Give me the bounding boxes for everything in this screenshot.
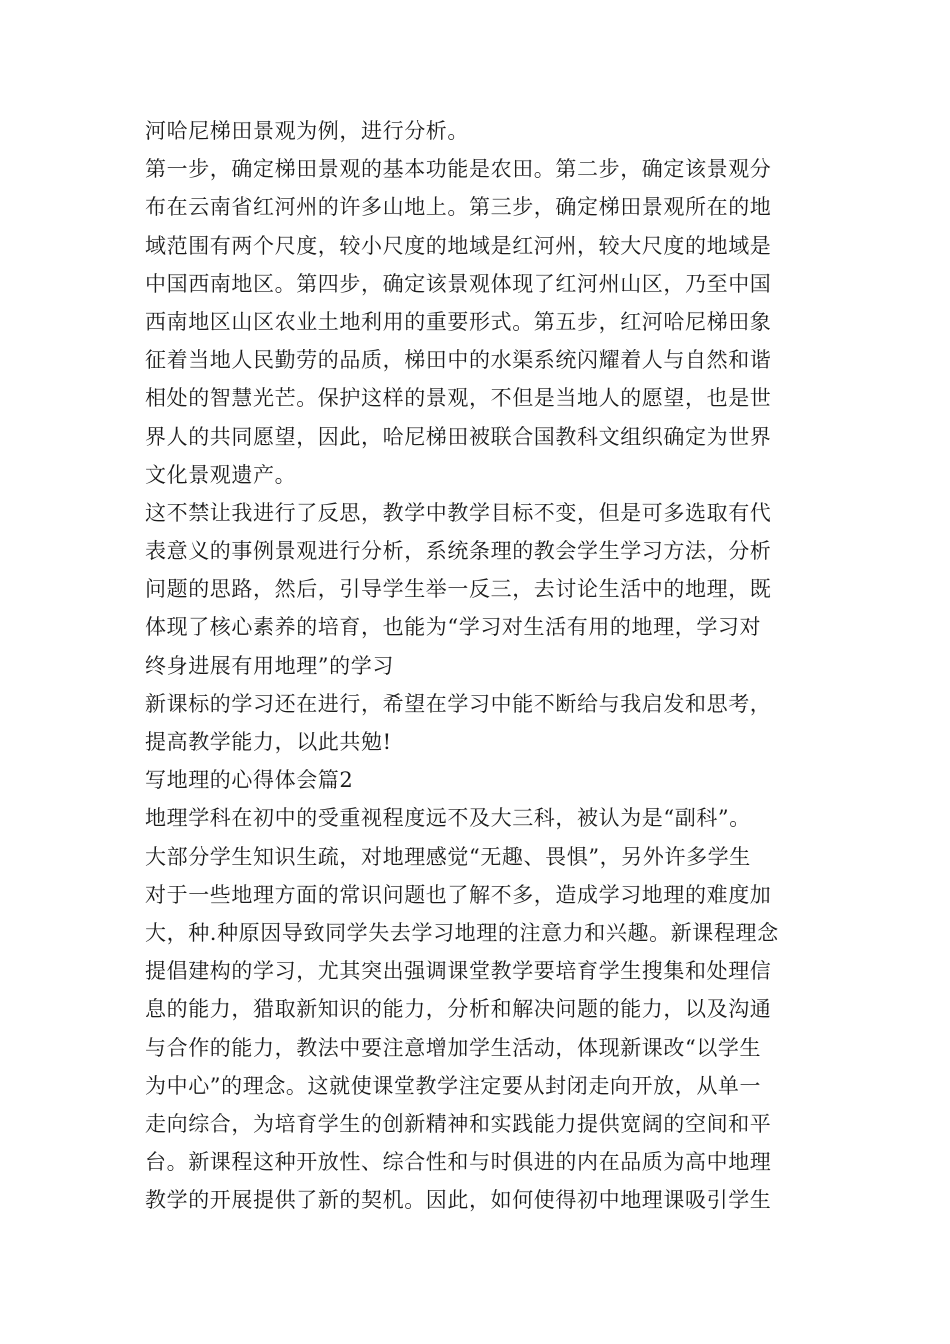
text-line: 地理学科在初中的受重视程度远不及大三科，被认为是“副科”。 (145, 806, 751, 831)
text-line: 表意义的事例景观进行分析，系统条理的教会学生学习方法，分析 (145, 539, 772, 564)
text-line: 新课标的学习还在进行，希望在学习中能不断给与我启发和思考， (145, 691, 772, 716)
text-line: 台。新课程这种开放性、综合性和与时俱进的内在品质为高中地理 (145, 1150, 772, 1175)
document-page (145, 112, 810, 1219)
text-line: 中国西南地区。第四步，确定该景观体现了红河州山区，乃至中国 (145, 271, 772, 296)
text-line: 终身进展有用地理”的学习 (145, 653, 394, 678)
text-line: 西南地区山区农业土地利用的重要形式。第五步，红河哈尼梯田象 (145, 309, 772, 334)
text-line: 第一步，确定梯田景观的基本功能是农田。第二步，确定该景观分 (145, 157, 772, 182)
text-line: 息的能力，猎取新知识的能力，分析和解决问题的能力，以及沟通 (145, 997, 772, 1022)
text-line: 布在云南省红河州的许多山地上。第三步，确定梯田景观所在的地 (145, 195, 772, 220)
text-line: 教学的开展提供了新的契机。因此，如何使得初中地理课吸引学生 (145, 1188, 772, 1213)
text-line: 提倡建构的学习，尤其突出强调课堂教学要培育学生搜集和处理信 (145, 959, 772, 984)
text-line: 大部分学生知识生疏，对地理感觉“无趣、畏惧”，另外许多学生 (145, 844, 751, 869)
text-line: 征着当地人民勤劳的品质，梯田中的水渠系统闪耀着人与自然和谐 (145, 348, 772, 373)
text-line: 河哈尼梯田景观为例，进行分析。 (145, 119, 469, 143)
text-line: 与合作的能力，教法中要注意增加学生活动，体现新课改“以学生 (145, 1035, 762, 1060)
text-line: 大，种.种原因导致同学失去学习地理的注意力和兴趣。新课程理念 (145, 920, 779, 945)
text-line: 这不禁让我进行了反思，教学中教学目标不变，但是可多选取有代 (145, 500, 772, 525)
text-line: 走向综合，为培育学生的创新精神和实践能力提供宽阔的空间和平 (145, 1111, 772, 1136)
text-line: 域范围有两个尺度，较小尺度的地域是红河州，较大尺度的地域是 (145, 233, 772, 258)
section-heading: 写地理的心得体会篇2 (145, 768, 354, 793)
text-line: 提高教学能力，以此共勉! (145, 730, 392, 754)
text-line: 文化景观遗产。 (145, 462, 297, 487)
text-line: 问题的思路，然后，引导学生举一反三，去讨论生活中的地理，既 (145, 577, 772, 602)
text-line: 相处的智慧光芒。保护这样的景观，不但是当地人的愿望，也是世 (145, 386, 772, 411)
text-line: 界人的共同愿望，因此，哈尼梯田被联合国教科文组织确定为世界 (145, 424, 772, 449)
text-line: 为中心”的理念。这就使课堂教学注定要从封闭走向开放，从单一 (145, 1073, 762, 1098)
text-line: 对于一些地理方面的常识问题也了解不多，造成学习地理的难度加 (145, 882, 772, 907)
text-line: 体现了核心素养的培育，也能为“学习对生活有用的地理，学习对 (145, 615, 762, 640)
